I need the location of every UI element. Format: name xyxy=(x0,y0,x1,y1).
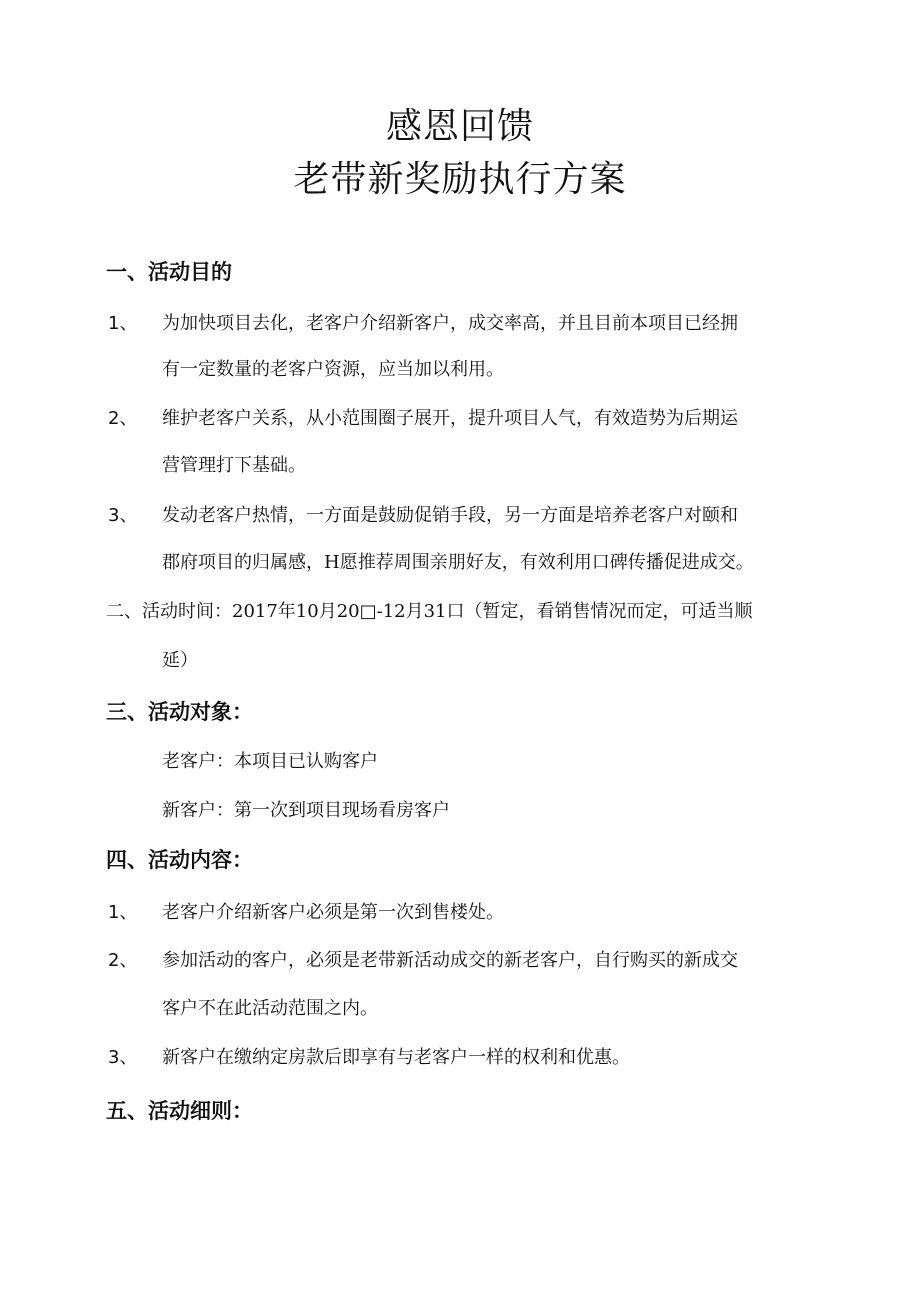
section-1-item-1-number: 1、 xyxy=(108,313,138,334)
section-4-item-3-number: 3、 xyxy=(108,1047,138,1068)
section-4-item-1-line-1: 老客户介绍新客户必须是第一次到售楼处。 xyxy=(162,902,504,923)
section-4-item-2-line-2: 客户不在此活动范围之内。 xyxy=(162,998,378,1019)
section-1-item-2-line-1: 维护老客户关系，从小范围圈子展开，提升项目人气，有效造势为后期运 xyxy=(162,408,738,429)
title-line-2: 老带新奖励执行方案 xyxy=(293,159,627,200)
section-1-item-3-line-1: 发动老客户热情，一方面是鼓励促销手段，另一方面是培养老客户对颐和 xyxy=(162,505,738,526)
section-4-item-3-line-1: 新客户在缴纳定房款后即享有与老客户一样的权利和优惠。 xyxy=(162,1047,630,1068)
section-1-item-1-line-1: 为加快项目去化，老客户介绍新客户，成交率高，并且目前本项目已经拥 xyxy=(162,313,738,334)
section-3-heading: 三、活动对象： xyxy=(106,700,253,724)
section-4-item-1-number: 1、 xyxy=(108,902,138,923)
section-4-item-2-number: 2、 xyxy=(108,950,138,971)
section-1-item-2-line-2: 营管理打下基础。 xyxy=(162,455,306,476)
title-line-1: 感恩回馈 xyxy=(385,106,534,147)
section-1-heading: 一、活动目的 xyxy=(106,260,232,284)
section-2-time-line-1: 二、活动时间：2017年10月20□-12月31口（暂定，看销售情况而定，可适当顺 xyxy=(106,601,753,622)
section-2-time-line-2: 延） xyxy=(162,650,198,671)
section-4-item-2-line-1: 参加活动的客户，必须是老带新活动成交的新老客户，自行购买的新成交 xyxy=(162,950,738,971)
section-5-heading: 五、活动细则： xyxy=(106,1099,253,1123)
section-1-item-1-line-2: 有一定数量的老客户资源，应当加以利用。 xyxy=(162,359,504,380)
section-1-item-2-number: 2、 xyxy=(108,408,138,429)
section-1-item-3-number: 3、 xyxy=(108,505,138,526)
section-3-old-customer: 老客户：本项目已认购客户 xyxy=(162,751,378,772)
section-1-item-3-line-2: 郡府项目的归属感，H愿推荐周围亲朋好友，有效利用口碑传播促进成交。 xyxy=(162,552,754,573)
section-4-heading: 四、活动内容： xyxy=(106,848,253,872)
section-3-new-customer: 新客户：第一次到项目现场看房客户 xyxy=(162,800,450,821)
